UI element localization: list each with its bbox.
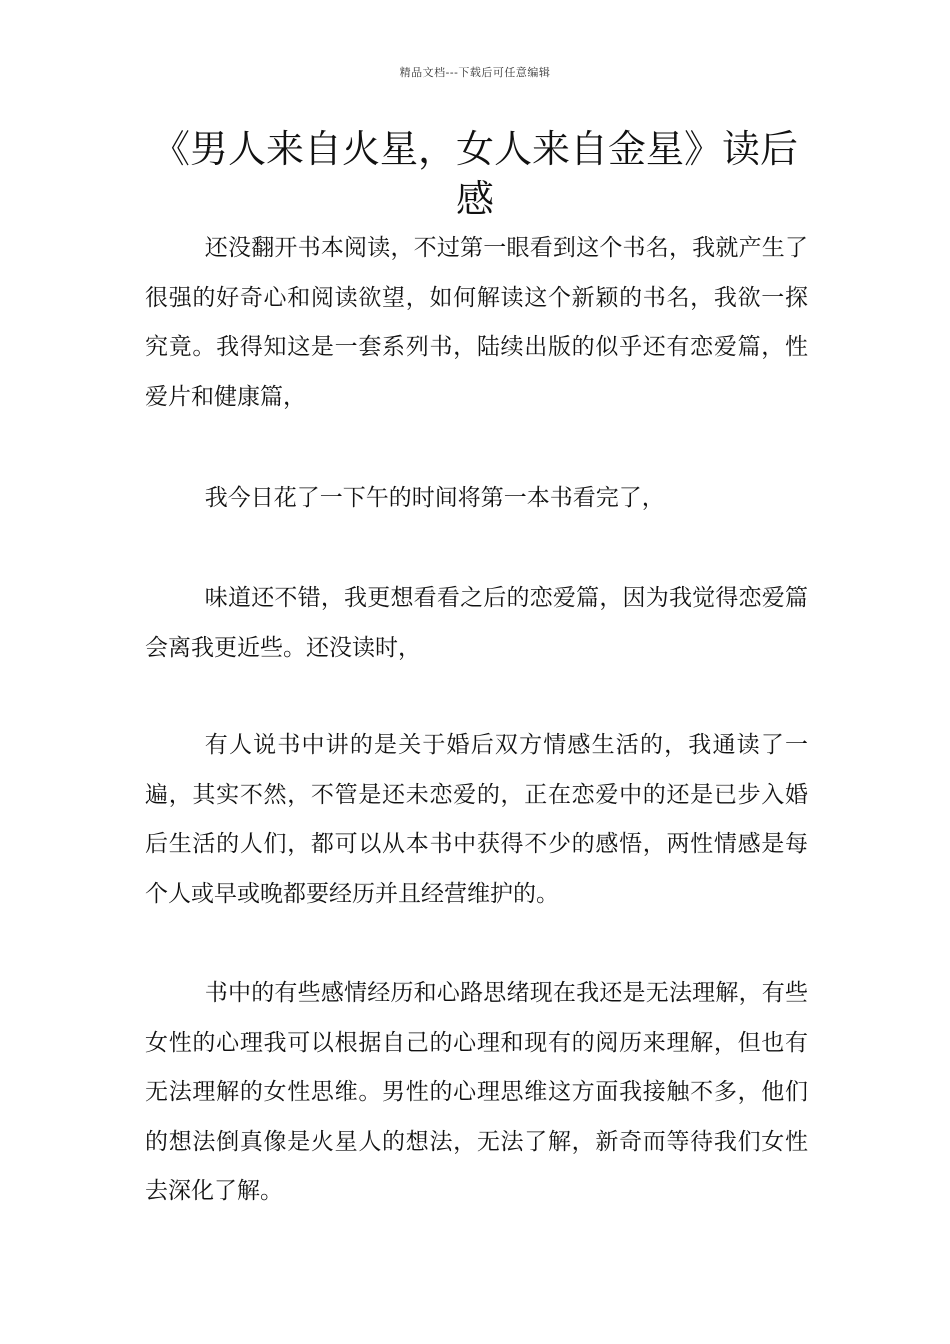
document-title: 《男人来自火星，女人来自金星》读后感 — [151, 127, 798, 221]
paragraph-5: 书中的有些感情经历和心路思绪现在我还是无法理解，有些女性的心理我可以根据自己的心理和现有的阅历来理解，但也有无法理解的女性思维。男性的心理思维这方面我接触不多，他们的想法倒真像是火星人的想法，无法了解，新奇而等待我们女性去深化了解。 — [145, 980, 808, 1204]
paragraph-1: 还没翻开书本阅读，不过第一眼看到这个书名，我就产生了很强的好奇心和阅读欲望，如何解读这个新颖的书名，我欲一探究竟。我得知这是一套系列书，陆续出版的似乎还有恋爱篇，性爱片和健康篇， — [145, 235, 808, 410]
paragraph-3: 味道还不错，我更想看看之后的恋爱篇，因为我觉得恋爱篇会离我更近些。还没读时， — [145, 585, 808, 661]
page-header-note: 精品文档---下载后可任意编辑 — [399, 66, 551, 79]
paragraph-2: 我今日花了一下午的时间将第一本书看完了， — [204, 485, 665, 511]
paragraph-4: 有人说书中讲的是关于婚后双方情感生活的，我通读了一遍，其实不然，不管是还未恋爱的，正在恋爱中的还是已步入婚后生活的人们，都可以从本书中获得不少的感悟，两性情感是每个人或早或晚都要经历并且经营维护的。 — [145, 732, 808, 907]
